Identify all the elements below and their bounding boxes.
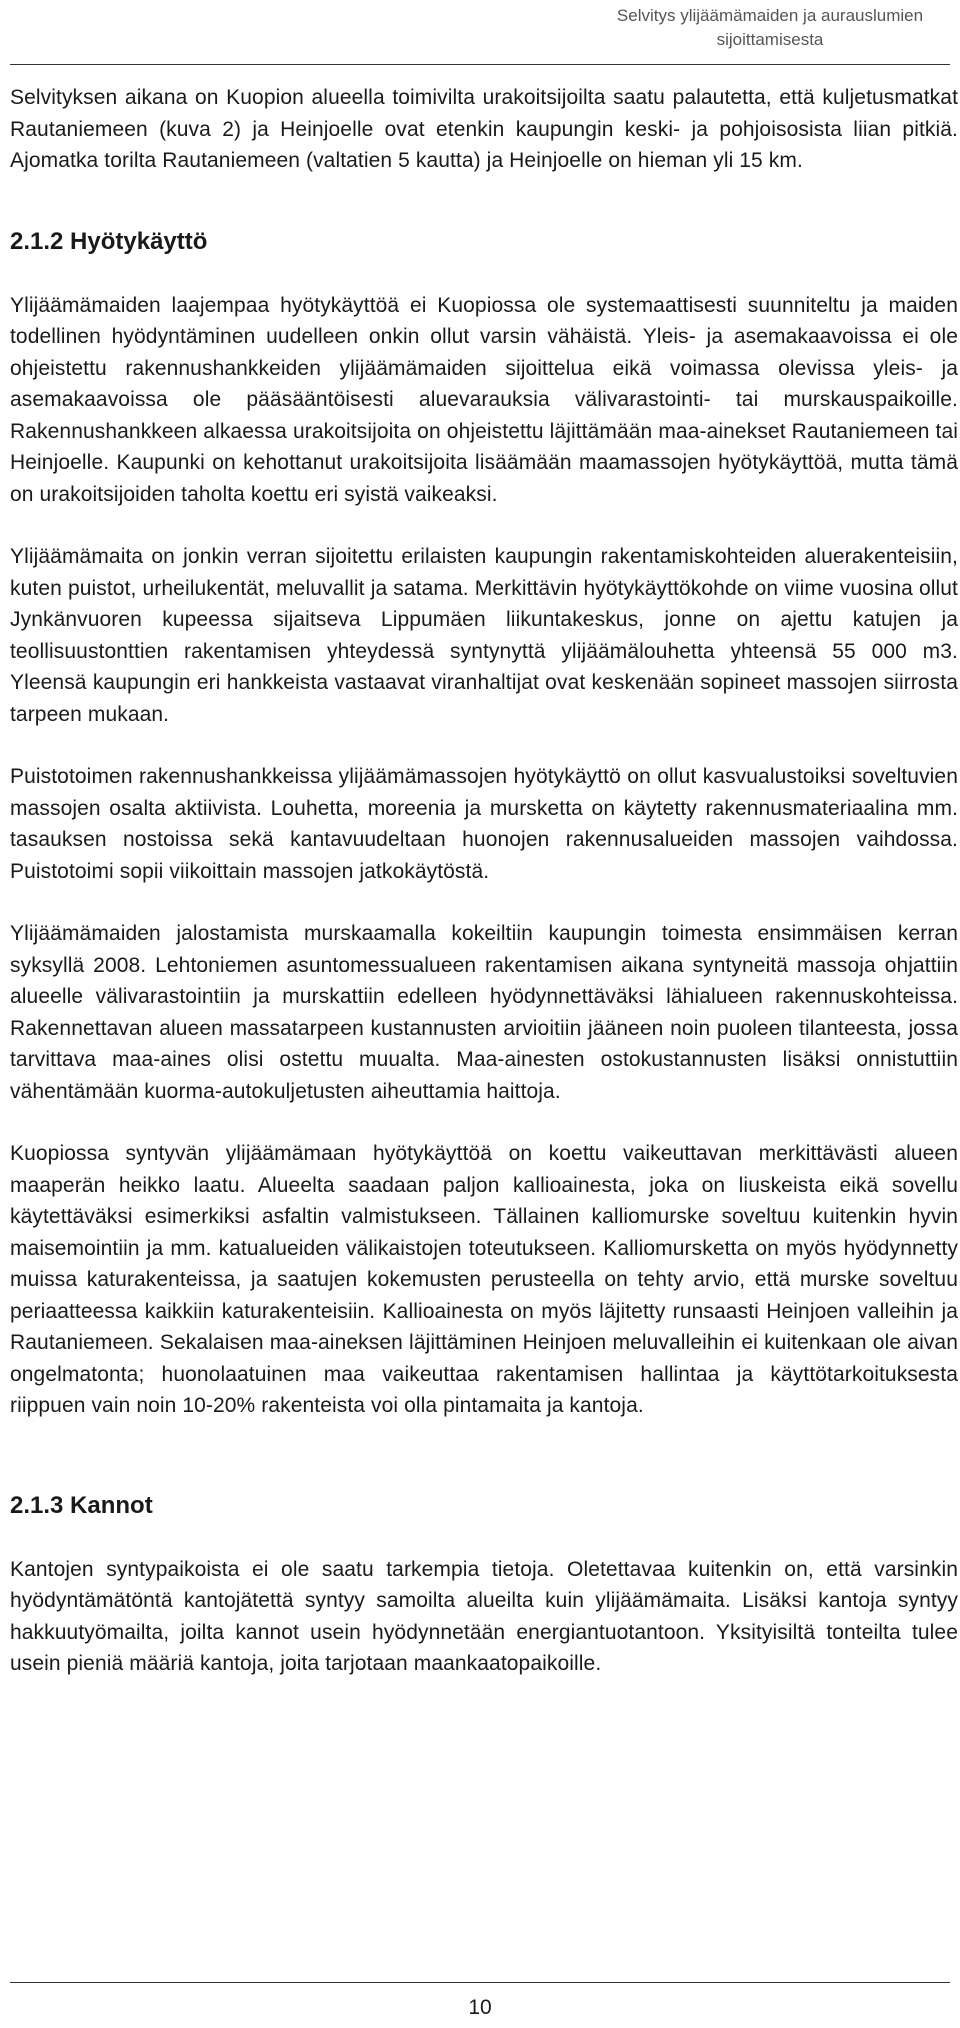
page-number: 10 <box>468 1996 492 2019</box>
document-body <box>10 82 958 1680</box>
section-heading-kannot: 2.1.3 Kannot <box>10 1491 153 1519</box>
running-header <box>590 4 950 52</box>
header-rule <box>10 64 950 65</box>
paragraph: Ylijäämämaiden jalostamista murskaamalla kokeiltiin kaupungin toimesta ensimmäisen kerran syksyllä 2008. Lehtoniemen asuntomessualueen rakentamisen aikana syntyneitä massoja ohjattiin alueelle välivarastointiin ja murskattiin edelleen hyödynnettäväksi lähialueen rakennuskohteissa. Rakennettavan alueen massatarpeen kustannusten arvioitiin jääneen noin puoleen tilanteesta, jossa tarvittava maa-aines olisi ostettu muualta. Maa-ainesten ostokustannusten lisäksi onnistuttiin vähentämään kuorma-autokuljetusten aiheuttamia haittoja. <box>10 922 958 1103</box>
paragraph: Puistotoimen rakennushankkeissa ylijäämämassojen hyötykäyttö on ollut kasvualustoiksi soveltuvien massojen osalta aktiivista. Louhetta, moreenia ja mursketta on käytetty rakennusmateriaalina mm. tasauksen nostoissa sekä kantavuudeltaan huonojen rakennusalueiden massojen vaihdossa. Puistotoimi sopii viikoittain massojen jatkokäytöstä. <box>10 765 958 883</box>
paragraph-intro: Selvityksen aikana on Kuopion alueella toimivilta urakoitsijoilta saatu palautetta, että kuljetusmatkat Rautaniemeen (kuva 2) ja Heinjoelle ovat etenkin kaupungin keski- ja pohjoisosista liian pitkiä. Ajomatka torilta Rautaniemeen (valtatien 5 kautta) ja Heinjoelle on hieman yli 15 km. <box>10 86 958 172</box>
header-line-2: sijoittamisesta <box>716 30 824 49</box>
paragraph: Ylijäämämaiden laajempaa hyötykäyttöä ei Kuopiossa ole systemaattisesti suunniteltu ja maiden todellinen hyödyntäminen uudelleen onkin ollut varsin vähäistä. Yleis- ja asemakaavoissa ei ole ohjeistettu rakennushankkeiden ylijäämämaiden sijoittelua eikä voimassa olevissa yleis- ja asemakaavoissa ole pääsääntöisesti aluevarauksia välivarastointi- tai murskauspaikoille. Rakennushankkeen alkaessa urakoitsijoita on ohjeistettu läjittämään maa-ainekset Rautaniemeen tai Heinjoelle. Kaupunki on kehottanut urakoitsijoita lisäämään maamassojen hyötykäyttöä, mutta tämä on urakoitsijoiden taholta koettu eri syistä vaikeaksi. <box>10 293 958 506</box>
section-heading-hyotykaytto: 2.1.2 Hyötykäyttö <box>10 227 208 255</box>
paragraph: Ylijäämämaita on jonkin verran sijoitettu erilaisten kaupungin rakentamiskohteiden aluerakenteisiin, kuten puistot, urheilukentät, meluvallit ja satama. Merkittävin hyötykäyttökohde on viime vuosina ollut Jynkänvuoren kupeessa sijaitseva Lippumäen liikuntakeskus, jonne on ajettu katujen ja teollisuustonttien rakentamisen yhteydessä syntynyttä ylijäämälouhetta yhteensä 55 000 m3. Yleensä kaupungin eri hankkeista vastaavat viranhaltijat ovat keskenään sopineet massojen siirrosta tarpeen mukaan. <box>10 545 958 726</box>
footer-rule <box>10 1982 950 1983</box>
header-line-1: Selvitys ylijäämämaiden ja aurauslumien <box>616 6 924 25</box>
paragraph: Kantojen syntypaikoista ei ole saatu tarkempia tietoja. Oletettavaa kuitenkin on, että varsinkin hyödyntämätöntä kantojätettä syntyy samoilta alueilta kuin ylijäämämaita. Lisäksi kantoja syntyy hakkuutyömailta, joilta kannot usein hyödynnetään energiantuotantoon. Yksityisiltä tonteilta tulee usein pieniä määriä kantoja, joita tarjotaan maankaatopaikoille. <box>10 1557 958 1675</box>
paragraph: Kuopiossa syntyvän ylijäämämaan hyötykäyttöä on koettu vaikeuttavan merkittävästi alueen maaperän heikko laatu. Alueelta saadaan paljon kallioainesta, joka on liuskeista eikä sovellu käytettäväksi esimerkiksi asfaltin valmistukseen. Tällainen kalliomurske soveltuu kuitenkin hyvin maisemointiin ja mm. katualueiden välikaistojen toteutukseen. Kalliomursketta on myös hyödynnetty muissa katurakenteissa, ja saatujen kokemusten perusteella on tehty arvio, että murske soveltuu periaatteessa kaikkiin katurakenteisiin. Kallioainesta on myös läjitetty runsaasti Heinjoen valleihin ja Rautaniemeen. Sekalaisen maa-aineksen läjittäminen Heinjoen meluvalleihin ei kuitenkaan ole aivan ongelmatonta; huonolaatuinen maa vaikeuttaa rakentamisen hallintaa ja käyttötarkoituksesta riippuen vain noin 10-20% rakenteista voi olla pintamaita ja kantoja. <box>10 1142 958 1417</box>
